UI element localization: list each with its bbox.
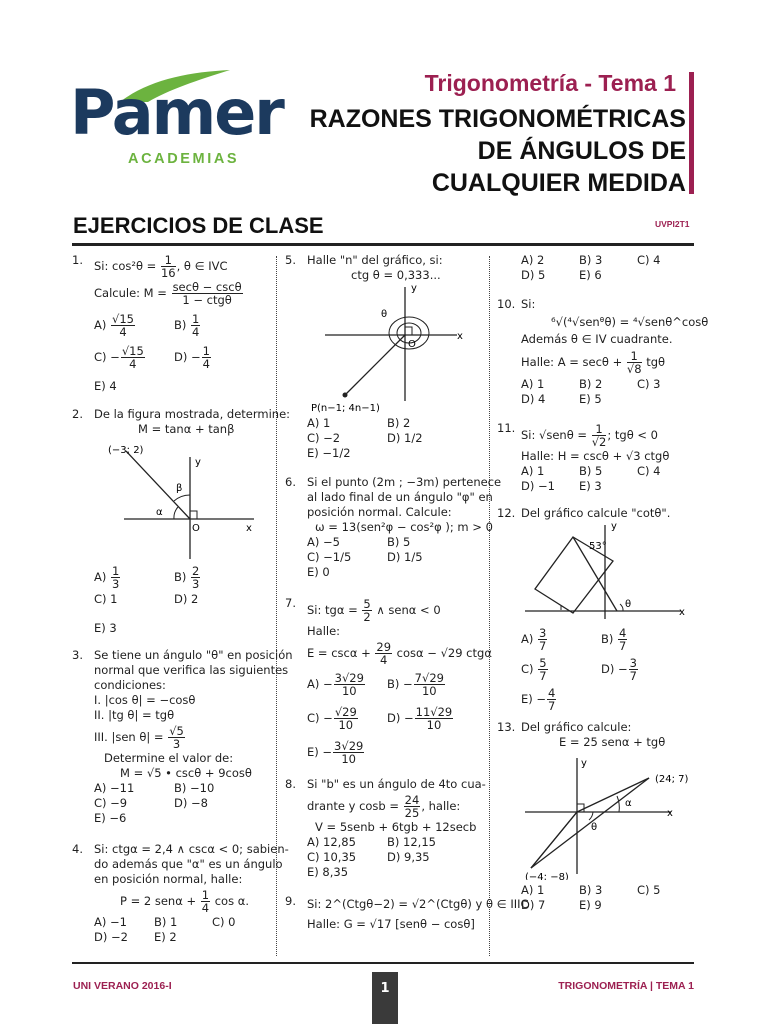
page-number: 1 — [372, 972, 398, 1024]
question-7 — [285, 596, 503, 769]
option-a[interactable]: A) 1 — [307, 416, 331, 430]
option-e[interactable]: E) −1/2 — [307, 446, 351, 460]
option-c[interactable]: C) 0 — [212, 915, 236, 929]
option-c[interactable]: C) 4 — [637, 464, 661, 478]
option-b[interactable]: B) 1 — [154, 915, 178, 929]
q4-line-2: do además que "α" es un ángulo — [94, 857, 283, 871]
option-c[interactable]: C) 10,35 — [307, 850, 357, 864]
q3-line-3: condiciones: — [94, 678, 166, 692]
q3-line-4: Determine el valor de: — [104, 751, 234, 765]
main-title-line-3: CUALQUIER MEDIDA — [431, 169, 686, 197]
option-c[interactable]: C) 1 — [94, 592, 118, 606]
question-10 — [497, 297, 709, 407]
q13-line-1: Del gráfico calcule: — [521, 720, 632, 734]
q13-options — [521, 883, 693, 913]
option-d[interactable]: D) 7 — [521, 898, 546, 912]
option-a[interactable]: A) 1 — [521, 377, 545, 391]
q6-line-1: Si el punto (2m ; −3m) pertenece — [307, 475, 502, 489]
svg-text:y: y — [411, 283, 417, 294]
q5-options — [307, 416, 503, 461]
svg-text:O: O — [408, 339, 416, 350]
q4-line-3: en posición normal, halle: — [94, 872, 243, 886]
question-number: 7. — [285, 596, 296, 610]
svg-text:O: O — [192, 523, 200, 534]
option-a[interactable]: A) $\frac{√15}{4}$ — [94, 312, 134, 339]
option-d[interactable]: D) 1/2 — [387, 431, 423, 445]
option-e[interactable]: E) 9 — [579, 898, 602, 912]
question-number: 6. — [285, 475, 296, 489]
svg-text:(24; 7): (24; 7) — [655, 774, 689, 785]
q12-line-1: Del gráfico calcule "cotθ". — [521, 506, 671, 520]
option-d[interactable]: D) 9,35 — [387, 850, 430, 864]
question-5 — [285, 253, 503, 461]
question-11 — [497, 421, 693, 494]
option-c[interactable]: C) −9 — [94, 796, 128, 810]
footer-topic: TRIGONOMETRÍA | TEMA 1 — [558, 980, 694, 992]
option-b[interactable]: B) 12,15 — [387, 835, 436, 849]
q1-options — [94, 309, 290, 399]
q10-line-4: Halle: A = secθ + $\frac{1}{√8}$ tgθ — [521, 349, 666, 376]
question-12 — [497, 506, 693, 714]
q3-options — [94, 781, 290, 826]
q6-line-2: al lado final de un ángulo "φ" en — [307, 490, 493, 504]
option-d[interactable]: D) − $\frac{1}{4}$ — [174, 344, 210, 371]
q11-line-2: Halle: H = cscθ + √3 ctgθ — [521, 449, 670, 463]
q4-line-1: Si: ctgα = 2,4 ∧ cscα < 0; sabien- — [94, 842, 289, 856]
logo-subtitle: ACADEMIAS — [128, 151, 240, 167]
question-3 — [72, 648, 293, 826]
question-number: 5. — [285, 253, 296, 267]
svg-text:53°: 53° — [589, 541, 607, 552]
q1-calc: Calcule: M = — [94, 286, 171, 300]
q4-expr: P = 2 senα + $\frac{1}{4}$ cos α. — [120, 888, 249, 915]
option-b[interactable]: B) 5 — [387, 535, 411, 549]
accent-bar — [689, 72, 694, 194]
question-number: 9. — [285, 894, 296, 908]
question-number: 3. — [72, 648, 83, 662]
q6-line-4: ω = 13(sen²φ − cos²φ ); m > 0 — [315, 520, 493, 534]
question-1 — [72, 253, 290, 399]
option-d[interactable]: D) −1 — [521, 479, 555, 493]
option-a[interactable]: A) 1 — [521, 883, 545, 897]
option-d[interactable]: D) 5 — [521, 268, 546, 282]
option-e[interactable]: E) 3 — [94, 621, 117, 635]
option-a[interactable]: A) 2 — [521, 253, 545, 267]
q10-line-2: ⁶√(⁴√senᶿθ) = ⁴√senθ^cosθ — [551, 315, 709, 329]
option-e[interactable]: E) 5 — [579, 392, 602, 406]
svg-text:x: x — [679, 607, 685, 618]
question-number: 11. — [497, 421, 516, 435]
section-title: EJERCICIOS DE CLASE — [73, 213, 324, 238]
q8-options — [307, 835, 503, 880]
option-e[interactable]: E) 2 — [154, 930, 177, 944]
svg-text:x: x — [457, 331, 463, 342]
option-e[interactable]: E) 0 — [307, 565, 330, 579]
section-divider — [72, 243, 694, 246]
question-number: 2. — [72, 407, 83, 421]
q2-expr: M = tanα + tanβ — [138, 422, 235, 436]
option-d[interactable]: D) 2 — [174, 592, 199, 606]
option-a[interactable]: A) $\frac{3}{7}$ — [521, 626, 547, 653]
option-d[interactable]: D) −2 — [94, 930, 128, 944]
q11-options — [521, 464, 693, 494]
option-e[interactable]: E) 8,35 — [307, 865, 349, 879]
question-8 — [285, 777, 503, 880]
q13-figure — [521, 750, 693, 880]
option-a[interactable]: A) −5 — [307, 535, 340, 549]
q3-cond-1: I. |cos θ| = −cosθ — [94, 693, 196, 707]
svg-text:y: y — [581, 758, 587, 769]
question-2 — [72, 407, 291, 640]
q6-line-3: posición normal. Calcule: — [307, 505, 452, 519]
q4-options — [94, 915, 290, 945]
option-d[interactable]: D) 4 — [521, 392, 546, 406]
question-number: 8. — [285, 777, 296, 791]
svg-text:θ: θ — [625, 599, 632, 610]
option-a[interactable]: A) 1 — [521, 464, 545, 478]
column-1 — [72, 253, 293, 945]
q3-cond-2: II. |tg θ| = tgθ — [94, 708, 175, 722]
option-e[interactable]: E) 4 — [94, 379, 117, 393]
option-b[interactable]: B) $\frac{2}{3}$ — [174, 564, 200, 591]
option-d[interactable]: D) 1/5 — [387, 550, 423, 564]
q1-stem: Si: cos²θ = — [94, 259, 160, 273]
footer-course: UNI VERANO 2016-I — [73, 980, 172, 992]
main-title-line-1: RAZONES TRIGONOMÉTRICAS — [309, 105, 686, 133]
main-title-line-2: DE ÁNGULOS DE — [477, 137, 686, 165]
question-4 — [72, 842, 290, 945]
option-c[interactable]: C) − $\frac{√29}{10}$ — [307, 705, 357, 732]
footer-divider — [72, 962, 694, 964]
q10-line-3: Además θ ∈ IV cuadrante. — [521, 332, 673, 346]
q7-expr: E = cscα + $\frac{29}{4}$ cosα − √29 ctgα — [307, 640, 492, 667]
q3-cond-3: III. |sen θ| = $\frac{√5}{3}$ — [94, 724, 184, 751]
q3-line-2: normal que verifica las siguientes — [94, 663, 289, 677]
q6-options — [307, 535, 503, 580]
q13-line-2: E = 25 senα + tgθ — [559, 735, 666, 749]
option-e[interactable]: E) − $\frac{4}{7}$ — [521, 686, 556, 713]
question-number: 1. — [72, 253, 83, 267]
svg-text:α: α — [625, 798, 632, 809]
option-c[interactable]: C) −2 — [307, 431, 341, 445]
option-b[interactable]: B) $\frac{1}{4}$ — [174, 312, 200, 339]
q9-options — [521, 253, 693, 283]
question-number: 13. — [497, 720, 516, 734]
q1-m-fraction: $\frac{\sec\theta - \csc\theta}{\text{1 − ctgθ}}$ — [172, 280, 242, 307]
q7-halle: Halle: — [307, 624, 341, 638]
q11-line-1: Si: √senθ = $\frac{1}{√2}$ ; tgθ < 0 — [521, 422, 658, 449]
option-c[interactable]: C) 3 — [637, 377, 661, 391]
column-3 — [497, 253, 709, 913]
q12-options — [521, 624, 693, 714]
option-a[interactable]: A) −1 — [94, 915, 127, 929]
q3-line-1: Se tiene un ángulo "θ" en posición — [94, 648, 293, 662]
option-c[interactable]: C) − $\frac{√15}{4}$ — [94, 344, 144, 371]
svg-text:α: α — [156, 507, 163, 518]
svg-text:(−3; 2): (−3; 2) — [108, 445, 144, 456]
svg-text:(−4; −8): (−4; −8) — [525, 872, 569, 880]
option-e[interactable]: E) − $\frac{3√29}{10}$ — [307, 739, 364, 766]
logo-wordmark: Pamer — [70, 76, 283, 149]
q2-stem: De la figura mostrada, determine: — [94, 407, 291, 421]
q3-expr: M = √5 • cscθ + 9cosθ — [120, 766, 252, 780]
column-2 — [285, 253, 529, 934]
option-a[interactable]: A) −11 — [94, 781, 135, 795]
option-c[interactable]: C) 5 — [637, 883, 661, 897]
option-d[interactable]: D) − $\frac{3}{7}$ — [601, 656, 637, 683]
q5-line-1: Halle "n" del gráfico, si: — [307, 253, 443, 267]
option-a[interactable]: A) $\frac{1}{3}$ — [94, 564, 120, 591]
question-9 — [285, 894, 529, 934]
option-a[interactable]: A) − $\frac{3√29}{10}$ — [307, 671, 364, 698]
option-b[interactable]: B) 3 — [579, 253, 603, 267]
q10-line-1: Si: — [521, 297, 536, 311]
option-c[interactable]: C) $\frac{5}{7}$ — [521, 656, 547, 683]
option-e[interactable]: E) 3 — [579, 479, 602, 493]
svg-text:θ: θ — [591, 822, 598, 833]
q7-options — [307, 667, 503, 769]
question-number: 4. — [72, 842, 83, 856]
svg-text:P(n−1; 4n−1): P(n−1; 4n−1) — [311, 403, 380, 413]
option-e[interactable]: E) −6 — [94, 811, 127, 825]
option-b[interactable]: B) 5 — [579, 464, 603, 478]
svg-text:y: y — [611, 521, 617, 532]
option-c[interactable]: C) 4 — [637, 253, 661, 267]
option-b[interactable]: B) 2 — [387, 416, 411, 430]
question-13 — [497, 720, 693, 913]
option-e[interactable]: E) 6 — [579, 268, 602, 282]
svg-text:θ: θ — [381, 309, 388, 320]
option-b[interactable]: B) 2 — [579, 377, 603, 391]
subject-title: Trigonometría - Tema 1 — [424, 70, 676, 96]
svg-text:y: y — [195, 457, 201, 468]
question-number: 10. — [497, 297, 516, 311]
option-d[interactable]: D) −8 — [174, 796, 208, 810]
option-b[interactable]: B) −10 — [174, 781, 215, 795]
question-number: 12. — [497, 506, 516, 520]
q10-options — [521, 377, 693, 407]
option-c[interactable]: C) −1/5 — [307, 550, 352, 564]
q5-figure — [307, 283, 482, 413]
option-d[interactable]: D) − $\frac{11√29}{10}$ — [387, 705, 453, 732]
q9-line-1: Si: 2^(Ctgθ−2) = √2^(Ctgθ) y θ ∈ IIIC — [307, 897, 529, 911]
q2-options — [94, 562, 290, 640]
option-b[interactable]: B) $\frac{4}{7}$ — [601, 626, 627, 653]
option-b[interactable]: B) 3 — [579, 883, 603, 897]
q7-stem: Si: tgα = $\frac{5}{2}$ ∧ senα < 0 — [307, 597, 441, 624]
q1-cond: , θ ∈ IVC — [176, 259, 228, 273]
q8-expr: V = 5senb + 6tgb + 12secb — [315, 820, 477, 834]
option-b[interactable]: B) − $\frac{7√29}{10}$ — [387, 671, 444, 698]
q5-line-2: ctg θ = 0,333... — [351, 268, 441, 282]
question-6 — [285, 475, 503, 580]
svg-text:β: β — [176, 483, 183, 494]
svg-text:x: x — [667, 808, 673, 819]
q12-figure — [521, 521, 693, 621]
q8-line-1: Si "b" es un ángulo de 4to cua- — [307, 777, 486, 791]
svg-text:x: x — [246, 523, 252, 534]
q1-fraction: $\frac{1}{16}$ — [160, 253, 176, 280]
option-a[interactable]: A) 12,85 — [307, 835, 356, 849]
q9-line-2: Halle: G = √17 [senθ − cosθ] — [307, 917, 475, 931]
section-code: UVPI2T1 — [655, 219, 690, 229]
q2-figure — [94, 437, 269, 559]
q8-line-2: drante y cosb = $\frac{24}{25}$ , halle: — [307, 793, 461, 820]
